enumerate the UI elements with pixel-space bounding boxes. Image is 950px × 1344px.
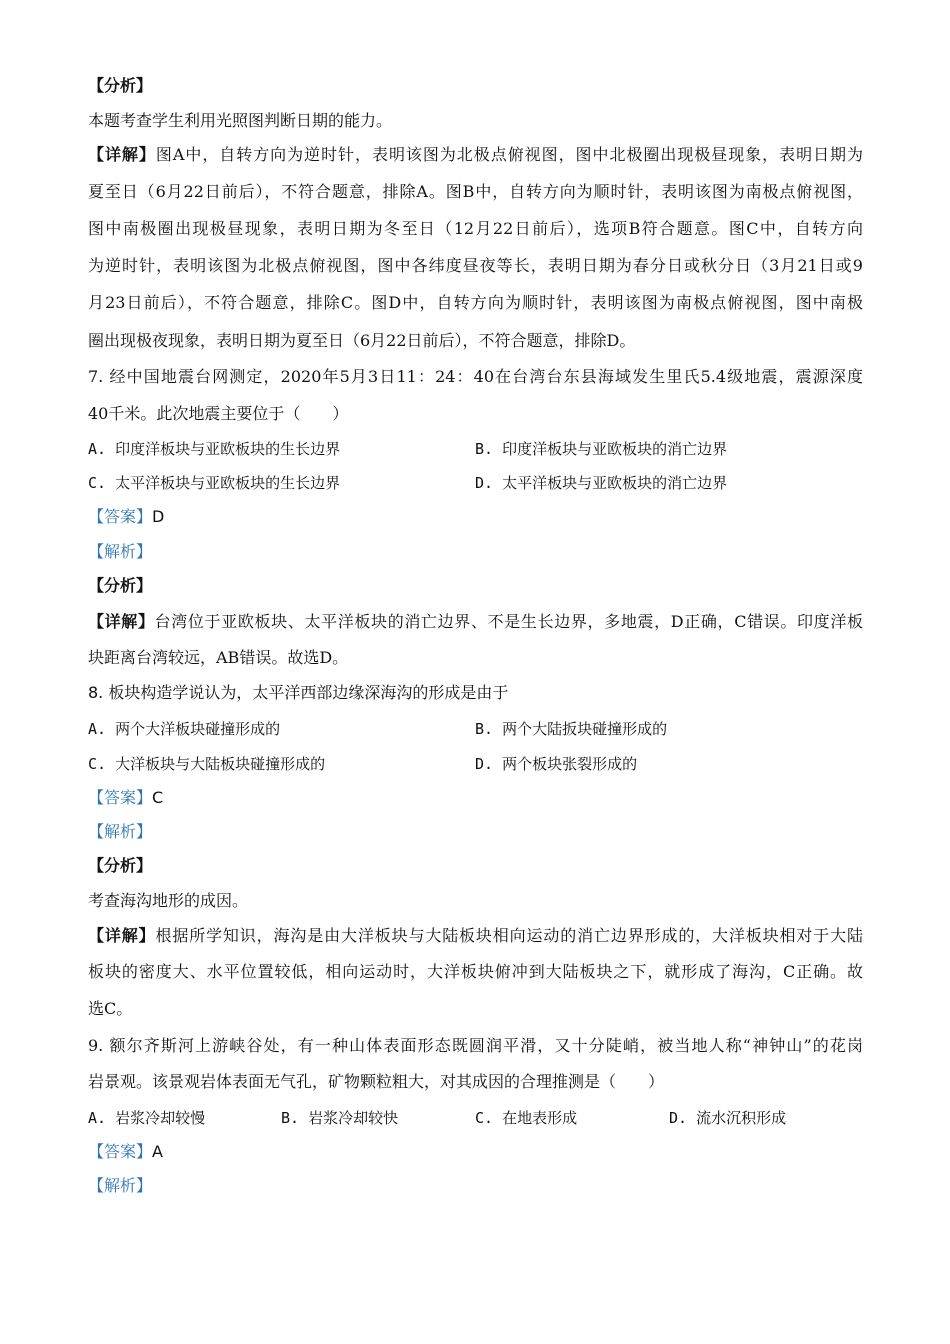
detail-line: 选C。	[88, 999, 133, 1018]
explain-heading: 【解析】	[88, 822, 153, 841]
answer-heading: 【答案】	[88, 1142, 153, 1161]
option-a: A. 两个大洋板块碰撞形成的	[88, 720, 281, 738]
analysis-heading: 【分析】	[88, 856, 153, 875]
detail-line: 月23日前后），不符合题意，排除C。图D中，自转方向为顺时针，表明该图为南极点俯视图，图中南极	[88, 293, 863, 312]
option-b: B. 印度洋板块与亚欧板块的消亡边界	[475, 440, 728, 458]
option-c: C. 太平洋板块与亚欧板块的生长边界	[88, 474, 341, 492]
answer-heading: 【答案】	[88, 507, 153, 526]
question-7-stem: 7. 经中国地震台网测定，2020年5月3日11：24：40在台湾台东县海域发生里氏5.4级地震，震源深度	[88, 367, 863, 386]
option-d: D. 太平洋板块与亚欧板块的消亡边界	[475, 474, 728, 492]
detail-line	[88, 926, 863, 946]
answer-line	[88, 507, 164, 527]
option-c: C. 在地表形成	[475, 1109, 578, 1127]
option-a: A. 印度洋板块与亚欧板块的生长边界	[88, 440, 341, 458]
question-7-stem: 40千米。此次地震主要位于（ ）	[88, 404, 349, 423]
answer-value: A	[152, 1142, 163, 1161]
detail-heading: 【详解】	[88, 612, 155, 631]
explain-heading: 【解析】	[88, 542, 153, 561]
answer-line	[88, 788, 163, 808]
detail-line: 圈出现极夜现象，表明日期为夏至日（6月22日前后），不符合题意，排除D。	[88, 331, 636, 350]
detail-text: 根据所学知识，海沟是由大洋板块与大陆板块相向运动的消亡边界形成的，大洋板块相对于大陆	[155, 926, 863, 945]
option-c: C. 大洋板块与大陆板块碰撞形成的	[88, 755, 326, 773]
option-b: B. 岩浆冷却较快	[281, 1109, 399, 1127]
option-d: D. 两个板块张裂形成的	[475, 755, 638, 773]
question-8-stem: 8. 板块构造学说认为，太平洋西部边缘深海沟的形成是由于	[88, 683, 509, 702]
analysis-text: 本题考查学生利用光照图判断日期的能力。	[88, 111, 393, 130]
detail-line: 为逆时针，表明该图为北极点俯视图，图中各纬度昼夜等长，表明日期为春分日或秋分日（3月21日或9	[88, 256, 863, 275]
analysis-heading: 【分析】	[88, 576, 153, 595]
detail-line: 图中南极圈出现极昼现象，表明日期为冬至日（12月22日前后），选项B符合题意。图C中，自转方向	[88, 219, 863, 238]
option-d: D. 流水沉积形成	[669, 1109, 787, 1127]
question-9-stem: 9. 额尔齐斯河上游峡谷处，有一种山体表面形态既圆润平滑，又十分陡峭，被当地人称“神钟山”的花岗	[88, 1036, 863, 1055]
analysis-heading: 【分析】	[88, 76, 153, 95]
answer-heading: 【答案】	[88, 788, 153, 807]
answer-line	[88, 1142, 163, 1162]
detail-line: 板块的密度大、水平位置较低，相向运动时，大洋板块俯冲到大陆板块之下，就形成了海沟，C正确。故	[88, 962, 863, 981]
detail-line: 块距离台湾较远，AB错误。故选D。	[88, 648, 349, 667]
answer-value: C	[152, 788, 164, 807]
detail-heading: 【详解】	[88, 145, 156, 164]
detail-line: 夏至日（6月22日前后），不符合题意，排除A。图B中，自转方向为顺时针，表明该图为南极点俯视图，	[88, 182, 863, 201]
detail-line	[88, 612, 863, 632]
explain-heading: 【解析】	[88, 1176, 153, 1195]
detail-text: 图A中，自转方向为逆时针，表明该图为北极点俯视图，图中北极圈出现极昼现象，表明日期为	[155, 145, 863, 164]
analysis-text: 考查海沟地形的成因。	[88, 891, 249, 910]
detail-heading: 【详解】	[88, 926, 156, 945]
answer-value: D	[152, 507, 165, 526]
question-9-stem: 岩景观。该景观岩体表面无气孔，矿物颗粒粗大，对其成因的合理推测是（ ）	[88, 1072, 665, 1091]
detail-line	[88, 145, 863, 165]
option-a: A. 岩浆冷却较慢	[88, 1109, 206, 1127]
option-b: B. 两个大陆扳块碰撞形成的	[475, 720, 668, 738]
detail-text: 台湾位于亚欧板块、太平洋板块的消亡边界、不是生长边界，多地震，D正确，C错误。印度洋板	[154, 612, 863, 631]
